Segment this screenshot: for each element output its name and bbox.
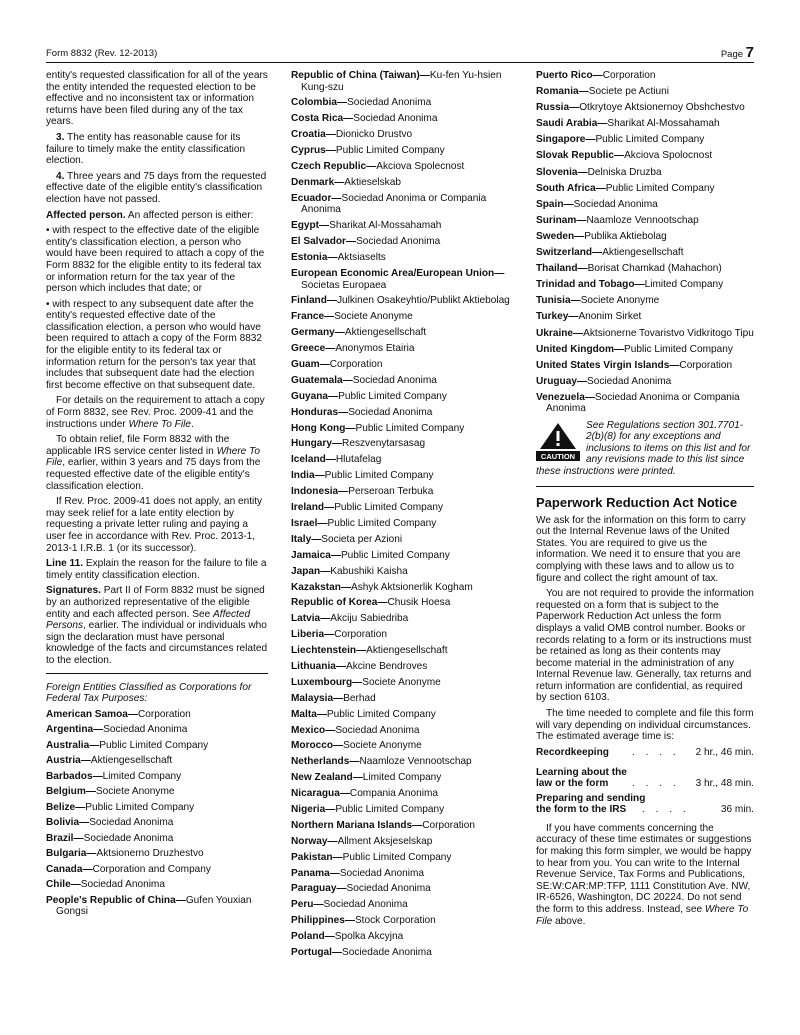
entity-item: Belize—Public Limited Company <box>46 801 195 813</box>
entity-item: Kazakstan—Ashyk Aktsionerlik Kogham <box>291 581 473 593</box>
entity-item: People's Republic of China—Gufen Youxian Gongsi <box>46 894 252 918</box>
section-title: Paperwork Reduction Act Notice <box>536 494 738 510</box>
time-row: Recordkeeping . . . . 2 hr., 46 min. <box>536 746 754 758</box>
entity-item: Norway—Allment Aksjeselskap <box>291 835 433 847</box>
entity-item: Germany—Aktiengesellschaft <box>291 327 427 339</box>
divider <box>46 673 268 674</box>
paragraph: We ask for the information on this form to carry out the Internal Revenue laws of the United States. You are required to give us the information. We need it to ensure that you are complying with these laws and to allow us to figure and collect the right amount of tax. <box>536 514 746 584</box>
entity-item: France—Societe Anonyme <box>291 311 413 323</box>
entity-item: Croatia—Dionicko Drustvo <box>291 129 413 141</box>
entity-item: Poland—Spolka Akcyjna <box>291 931 404 943</box>
entity-item: Slovak Republic—Akciova Spolocnost <box>536 150 713 162</box>
entity-item: Argentina—Sociedad Anonima <box>46 724 188 736</box>
paragraph: entity's requested classification for all of the years the entity intended the requested election to be effective and no inconsistent tax or information returns have been filed during any of the tax years. <box>46 70 268 128</box>
entity-item: Saudi Arabia—Sharikat Al-Mossahamah <box>536 118 720 130</box>
caution-text: See Regulations section 301.7701-2(b)(8) for any exceptions and inclusions to items on this list and for any revisions made to this list since these instructions were printed. <box>536 419 751 477</box>
entity-item: Paraguay—Sociedad Anonima <box>291 883 431 895</box>
entity-item: Australia—Public Limited Company <box>46 739 209 751</box>
entity-item: United States Virgin Islands—Corporation <box>536 359 733 371</box>
list-heading: Foreign Entities Classified as Corporations for Federal Tax Purposes: <box>46 681 252 705</box>
caution-icon <box>536 421 580 461</box>
bullet-item: • with respect to any subsequent date after the entity's requested effective date of the classification election, a person who would have been required to attach a copy of the Form 8832 for the eligible entity to its federal tax or information return for the person's tax year that includes that subsequent date had the election first become effective on that subsequent date. <box>46 298 263 391</box>
caution-note <box>536 420 754 478</box>
entity-item: Belgium—Societe Anonyme <box>46 786 175 798</box>
entity-item: Barbados—Limited Company <box>46 770 182 782</box>
entity-item: Greece—Anonymos Etairia <box>291 343 415 355</box>
entity-item: Costa Rica—Sociedad Anonima <box>291 113 438 125</box>
paragraph: To obtain relief, file Form 8832 with the applicable IRS service center listed in Where To File, earlier, within 3 years and 75 days from the requested effective date of the eligible entity's classification election. <box>46 434 261 492</box>
paragraph: The time needed to complete and file this form will vary depending on individual circumstances. The estimated average time is: <box>536 708 754 743</box>
entity-item: Slovenia—Delniska Druzba <box>536 166 662 178</box>
entity-item: Morocco—Societe Anonyme <box>291 740 422 752</box>
entity-item: Sweden—Publika Aktiebolag <box>536 230 667 242</box>
entity-item: Switzerland—Aktiengesellschaft <box>536 247 684 259</box>
entity-item: Trinidad and Tobago—Limited Company <box>536 279 724 291</box>
entity-item: Canada—Corporation and Company <box>46 863 211 875</box>
paragraph: 4. Three years and 75 days from the requested effective date of the eligible entity's classification election have not passed. <box>46 170 267 205</box>
entity-item: India—Public Limited Company <box>291 470 434 482</box>
entity-item: Bulgaria—Aktsionerno Druzhestvo <box>46 848 204 860</box>
entity-item: Iceland—Hlutafelag <box>291 454 382 466</box>
entity-item: Chile—Sociedad Anonima <box>46 879 165 891</box>
entity-item: Estonia—Aktsiaselts <box>291 252 386 264</box>
entity-item: Peru—Sociedad Anonima <box>291 899 408 911</box>
entity-item: Honduras—Sociedad Anonima <box>291 406 433 418</box>
entity-item: Puerto Rico—Corporation <box>536 70 656 81</box>
entity-item: Philippines—Stock Corporation <box>291 915 436 927</box>
paragraph: For details on the requirement to attach a copy of Form 8832, see Rev. Proc. 2009-41 and the instructions under Where To File. <box>46 395 265 430</box>
entity-item: Colombia—Sociedad Anonima <box>291 97 432 109</box>
entity-item: Republic of Korea—Chusik Hoesa <box>291 597 451 609</box>
entity-item: Egypt—Sharikat Al-Mossahamah <box>291 220 442 232</box>
entity-item: Japan—Kabushiki Kaisha <box>291 565 408 577</box>
entity-item: Bolivia—Sociedad Anonima <box>46 817 174 829</box>
entity-item: Guatemala—Sociedad Anonima <box>291 374 437 386</box>
entity-item: Lithuania—Akcine Bendroves <box>291 660 428 672</box>
entity-item: Brazil—Sociedade Anonima <box>46 832 174 844</box>
entity-item: Ecuador—Sociedad Anonima or Compania Anonima <box>291 192 487 216</box>
entity-item: Mexico—Sociedad Anonima <box>291 724 420 736</box>
entity-item: Jamaica—Public Limited Company <box>291 549 450 561</box>
divider <box>536 486 754 487</box>
entity-item: Italy—Societa per Azioni <box>291 533 403 545</box>
entity-item: European Economic Area/European Union—Societas Europaea <box>291 267 505 291</box>
paragraph: You are not required to provide the information requested on a form that is subject to the Paperwork Reduction Act unless the form displays a valid OMB control number. Books or records relating to a form or its instructions must be retained as long as their contents may become material in the administration of any Internal Revenue law. Generally, tax returns and return information are confidential, as required by section 6103. <box>536 588 754 704</box>
entity-item: Thailand—Borisat Chamkad (Mahachon) <box>536 263 722 275</box>
entity-item: Austria—Aktiengesellschaft <box>46 755 173 767</box>
paragraph: Affected person. An affected person is either: <box>46 209 254 221</box>
entity-item: New Zealand—Limited Company <box>291 772 442 784</box>
entity-list <box>536 70 754 415</box>
paragraph: Signatures. Part II of Form 8832 must be signed by an authorized representative of the eligible entity and each affected person. See Affected Persons, earlier. The individual or individuals who sign the declaration must have personal knowledge of the facts and circumstances related to the election. <box>46 585 268 666</box>
entity-item: Romania—Societe pe Actiuni <box>536 86 669 98</box>
entity-item: Indonesia—Perseroan Terbuka <box>291 486 434 498</box>
entity-item: Malaysia—Berhad <box>291 692 376 704</box>
entity-item: Portugal—Sociedade Anonima <box>291 946 432 958</box>
entity-item: Surinam—Naamloze Vennootschap <box>536 214 699 226</box>
entity-item: Pakistan—Public Limited Company <box>291 851 452 863</box>
entity-item: Russia—Otkrytoye Aktsionernoy Obshchestvo <box>536 102 745 114</box>
page-header <box>46 44 754 63</box>
entity-item: Liberia—Corporation <box>291 629 387 641</box>
column-3 <box>536 70 754 931</box>
bullet-item: • with respect to the effective date of the eligible entity's classification election, a person who would have been required to attach a copy of the Form 8832 for the eligible entity to its federal tax or information return for the tax year of the person which includes that date; or <box>46 225 265 295</box>
entity-item: Panama—Sociedad Anonima <box>291 867 424 879</box>
entity-item: Ukraine—Aktsionerne Tovaristvo Vidkritogo Tipu <box>536 327 754 339</box>
paragraph: 3. The entity has reasonable cause for its failure to timely make the entity classification election. <box>46 131 246 167</box>
entity-item: South Africa—Public Limited Company <box>536 182 715 194</box>
entity-item: Spain—Sociedad Anonima <box>536 198 658 210</box>
entity-item: United Kingdom—Public Limited Company <box>536 343 733 355</box>
entity-item: Finland—Julkinen Osakeyhtio/Publikt Aktiebolag <box>291 295 510 307</box>
paragraph: If Rev. Proc. 2009-41 does not apply, an entity may seek relief for a late entity election by requesting a private letter ruling and paying a user fee in accordance with Rev. Proc. 2013-1, 2013-1 I.R.B. 1 (or its successor). <box>46 496 263 554</box>
entity-item: Malta—Public Limited Company <box>291 708 436 720</box>
entity-item: Turkey—Anonim Sirket <box>536 311 642 323</box>
entity-item: Cyprus—Public Limited Company <box>291 145 445 157</box>
entity-item: Hungary—Reszvenytarsasag <box>291 438 426 450</box>
entity-item: El Salvador—Sociedad Anonima <box>291 236 441 248</box>
time-table <box>536 747 754 817</box>
entity-item: Czech Republic—Akciova Spolecnost <box>291 161 465 173</box>
paragraph: If you have comments concerning the accuracy of these time estimates or suggestions for making this form simpler, we would be happy to hear from you. You can write to the Internal Revenue Service, Tax Forms and Publications, SE:W:CAR:MP:TFP, 1111 Constitution Ave. NW, IR-6526, Washington, DC 20224. Do not send the form to this address. Instead, see Where To File above. <box>536 822 752 927</box>
entity-item: American Samoa—Corporation <box>46 708 191 720</box>
time-row: Preparing and sending the form to the IRS . . . . 36 min. <box>536 792 754 816</box>
entity-item: Liechtenstein—Aktiengesellschaft <box>291 645 448 657</box>
svg-text:CAUTION: CAUTION <box>540 451 576 461</box>
entity-item: Ireland—Public Limited Company <box>291 502 444 514</box>
entity-item: Guam—Corporation <box>291 359 383 371</box>
column-2 <box>291 70 511 963</box>
entity-list <box>291 70 511 959</box>
entity-item: Venezuela—Sociedad Anonima or Compania Anonima <box>536 391 740 415</box>
paragraph: Line 11. Explain the reason for the failure to file a timely entity classification election. <box>46 558 267 581</box>
entity-item: Israel—Public Limited Company <box>291 517 437 529</box>
entity-item: Nicaragua—Compania Anonima <box>291 788 438 800</box>
entity-item: Tunisia—Societe Anonyme <box>536 295 660 307</box>
entity-item: Singapore—Public Limited Company <box>536 134 705 146</box>
entity-item: Netherlands—Naamloze Vennootschap <box>291 756 472 768</box>
entity-item: Guyana—Public Limited Company <box>291 390 447 402</box>
entity-list <box>46 709 268 918</box>
time-row: Learning about the law or the form . . . . 3 hr., 48 min. <box>536 766 754 790</box>
entity-item: Uruguay—Sociedad Anonima <box>536 375 672 387</box>
entity-item: Luxembourg—Societe Anonyme <box>291 676 441 688</box>
column-1 <box>46 70 268 922</box>
entity-item: Denmark—Aktieselskab <box>291 176 401 188</box>
page-number: Page 7 <box>720 44 754 61</box>
entity-item: Republic of China (Taiwan)—Ku-fen Yu-hsien Kung-szu <box>291 70 502 93</box>
entity-item: Latvia—Akciju Sabiedriba <box>291 613 409 625</box>
form-id: Form 8832 (Rev. 12-2013) <box>46 48 158 59</box>
entity-item: Nigeria—Public Limited Company <box>291 803 445 815</box>
entity-item: Hong Kong—Public Limited Company <box>291 422 465 434</box>
entity-item: Northern Mariana Islands—Corporation <box>291 819 475 831</box>
